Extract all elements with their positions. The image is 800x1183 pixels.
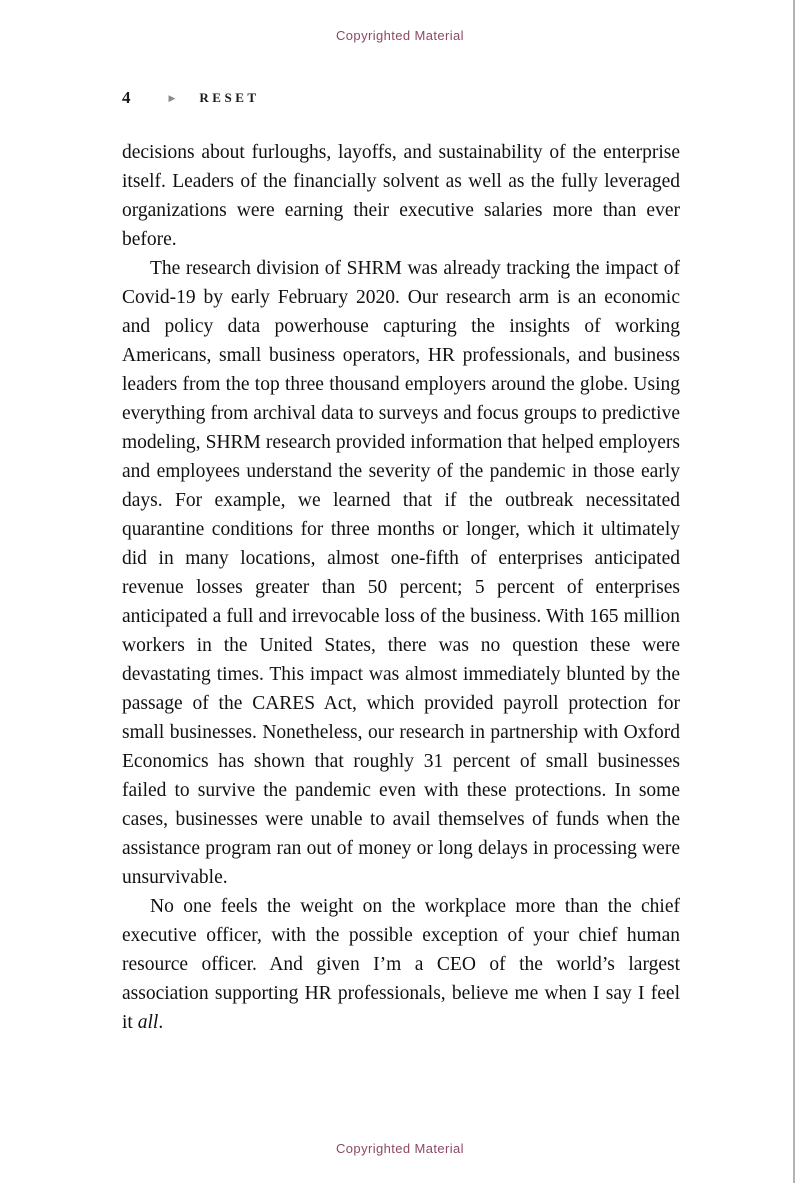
- page-edge-line: [793, 0, 795, 1183]
- paragraph: decisions about furloughs, layoffs, and sustainability of the enterprise itself. Leaders of the financially solvent as well as the fully leveraged organizations were earning their executive salaries more than ever before.: [122, 142, 680, 250]
- italic-text: all: [137, 1012, 159, 1033]
- page-body: [122, 138, 680, 1037]
- page-header: [122, 88, 260, 108]
- page-number: 4: [122, 88, 131, 107]
- arrow-icon: ▶: [168, 92, 176, 103]
- copyright-notice-bottom: Copyrighted Material: [336, 1141, 464, 1156]
- paragraph: The research division of SHRM was already tracking the impact of Covid-19 by early February 2020. Our research arm is an economic and policy data powerhouse capturing the insights of working Americans, small business operators, HR professionals, and business leaders from the top three thousand employers around the globe. Using everything from archival data to surveys and focus groups to predictive modeling, SHRM research provided information that helped employers and employees understand the severity of the pandemic in those early days. For example, we learned that if the outbreak necessitated quarantine conditions for three months or longer, which it ultimately did in many locations, almost one-fifth of enterprises anticipated revenue losses greater than 50 percent; 5 percent of enterprises anticipated a full and irrevocable loss of the business. With 165 million workers in the United States, there was no question these were devastating times. This impact was almost immediately blunted by the passage of the CARES Act, which provided payroll protection for small businesses. Nonetheless, our research in partnership with Oxford Economics has shown that roughly 31 percent of small businesses failed to survive the pandemic even with these protections. In some cases, businesses were unable to avail themselves of funds when the assistance program ran out of money or long delays in processing were unsurvivable.: [122, 258, 680, 888]
- paragraph: No one feels the weight on the workplace more than the chief executive officer, with the possible exception of your chief human resource officer. And given I’m a CEO of the world’s largest association supporting HR professionals, believe me when I say I feel it all.: [122, 896, 680, 1033]
- book-title: RESET: [199, 90, 260, 105]
- copyright-notice-top: Copyrighted Material: [336, 28, 464, 43]
